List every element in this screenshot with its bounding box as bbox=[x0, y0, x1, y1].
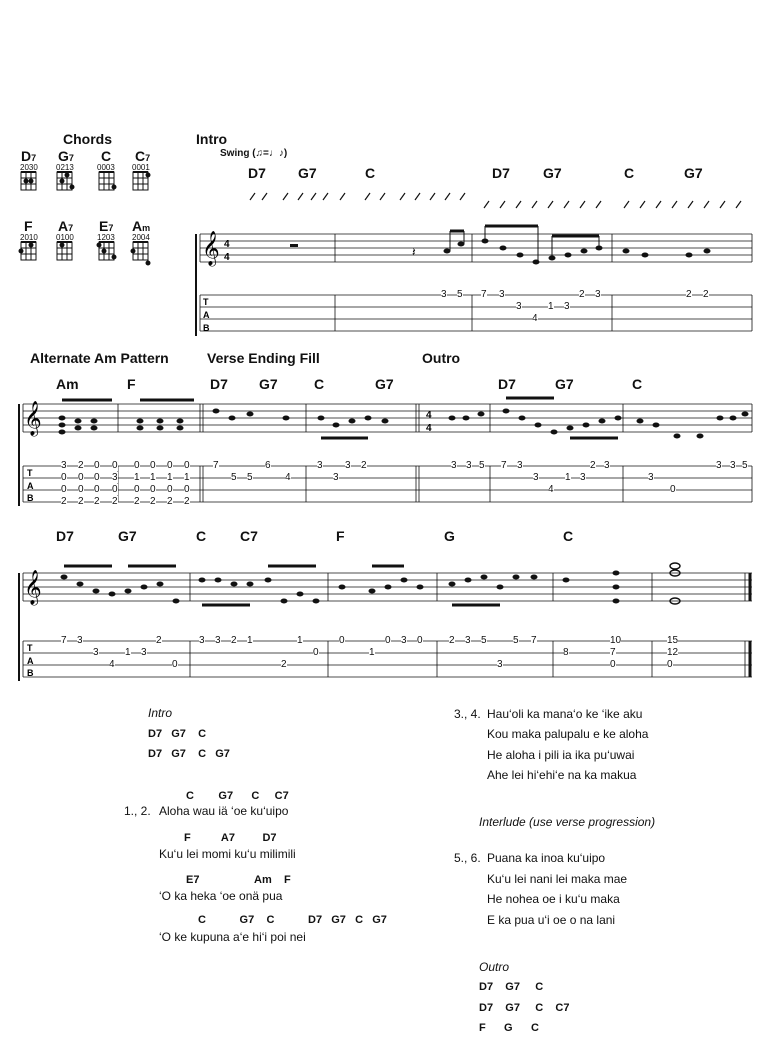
tab-number: 3 bbox=[215, 635, 221, 646]
tab-clef-b-3: B bbox=[27, 668, 34, 678]
chord-symbol: C bbox=[632, 376, 643, 392]
chord-symbol: G7 bbox=[298, 165, 317, 181]
lyric-line: Aloha wau iä ‘oe ku‘uipo bbox=[159, 804, 289, 818]
tab-number: 2 bbox=[112, 496, 118, 507]
tab-number: 2 bbox=[167, 496, 173, 507]
tab-number: 3 bbox=[465, 635, 471, 646]
lyric-line: E ka pua u‘i oe o na lani bbox=[487, 913, 616, 927]
tab-number: 3 bbox=[466, 460, 472, 471]
chord-symbol: D7 bbox=[56, 528, 74, 544]
tab-number: 3 bbox=[516, 301, 522, 312]
tab-number: 3 bbox=[533, 472, 539, 483]
tab-number: 1 bbox=[297, 635, 303, 646]
tab-number: 0 bbox=[167, 460, 173, 471]
lyric-line: Hau‘oli ka mana‘o ke ‘ike aku bbox=[487, 707, 643, 721]
tab-number: 2 bbox=[134, 496, 140, 507]
tab-number: 5 bbox=[481, 635, 487, 646]
tab-number: 2 bbox=[78, 460, 84, 471]
lyric-line: He aloha i pili ia ika pu‘uwai bbox=[487, 748, 635, 762]
tab-number: 3 bbox=[77, 635, 83, 646]
tab-number: 4 bbox=[548, 484, 554, 495]
system2-noteheads bbox=[59, 409, 749, 439]
chord-box-name: C7 bbox=[135, 148, 151, 164]
tab-number: 3 bbox=[451, 460, 457, 471]
chord-symbol: D7 bbox=[248, 165, 266, 181]
intro-heading: Intro bbox=[196, 131, 228, 147]
chord-symbol: D7 bbox=[210, 376, 228, 392]
chord-symbol: G7 bbox=[118, 528, 137, 544]
verse-number: 1., 2. bbox=[124, 804, 151, 818]
tab-number: 2 bbox=[61, 496, 67, 507]
time-sig-bottom: 4 bbox=[224, 252, 230, 263]
treble-clef-icon-2: 𝄞 bbox=[24, 402, 42, 435]
tab-number: 1 bbox=[167, 472, 173, 483]
tab-number: 5 bbox=[231, 472, 237, 483]
chord-box-name: Am bbox=[132, 218, 151, 234]
outro-heading: Outro bbox=[422, 350, 461, 366]
chord-symbol: G7 bbox=[684, 165, 703, 181]
intro-progression-line: D7 G7 C G7 bbox=[148, 748, 230, 760]
tab-number: 0 bbox=[610, 659, 616, 670]
outro-progression-line: D7 G7 C C7 bbox=[479, 1002, 570, 1014]
tab-number: 4 bbox=[285, 472, 291, 483]
tab-number: 0 bbox=[167, 484, 173, 495]
tab-number: 3 bbox=[112, 472, 118, 483]
tab-clef-b-2: B bbox=[27, 493, 34, 503]
chord-box-name: A7 bbox=[58, 218, 74, 234]
tab-number: 0 bbox=[112, 460, 118, 471]
tab-number: 3 bbox=[716, 460, 722, 471]
lyric-line: Kou maka palupalu e ke aloha bbox=[487, 727, 649, 741]
chord-fingering: 1203 bbox=[97, 233, 115, 242]
intro-staff bbox=[200, 234, 752, 262]
intro-tab bbox=[196, 234, 752, 336]
tab-clef-t-3: T bbox=[27, 643, 33, 653]
tab-number: 3 bbox=[61, 460, 67, 471]
tab-number: 6 bbox=[265, 460, 271, 471]
tab-number: 5 bbox=[247, 472, 253, 483]
tab-clef-a-2: A bbox=[27, 481, 34, 491]
tab-number: 1 bbox=[150, 472, 156, 483]
lyric-line: Ahe lei hi‘ehi‘e na ka makua bbox=[487, 768, 637, 782]
tab-number: 5 bbox=[479, 460, 485, 471]
tab-number: 3 bbox=[564, 301, 570, 312]
tab-number: 7 bbox=[610, 647, 616, 658]
tab-number: 12 bbox=[667, 647, 679, 658]
tab-number: 1 bbox=[184, 472, 190, 483]
system2-staff bbox=[23, 404, 752, 432]
tab-number: 0 bbox=[385, 635, 391, 646]
tab-clef-a-3: A bbox=[27, 656, 34, 666]
tab-number: 7 bbox=[61, 635, 67, 646]
chord-symbol: C bbox=[563, 528, 574, 544]
system3-whole-notes bbox=[670, 563, 680, 604]
tab-clef-a: A bbox=[203, 310, 210, 320]
tab-number: 2 bbox=[78, 496, 84, 507]
time-sig-top-2: 4 bbox=[426, 410, 432, 421]
chord-symbol: C bbox=[196, 528, 207, 544]
tab-number: 5 bbox=[513, 635, 519, 646]
chord-fingering: 0003 bbox=[97, 163, 115, 172]
verse-chord-line: C G7 C C7 bbox=[186, 790, 289, 802]
tab-number: 3 bbox=[141, 647, 147, 658]
chord-symbol: G bbox=[444, 528, 455, 544]
chord-fingering: 2030 bbox=[20, 163, 38, 172]
tab-number: 2 bbox=[703, 289, 709, 300]
chord-symbol: D7 bbox=[492, 165, 510, 181]
tab-number: 3 bbox=[199, 635, 205, 646]
tab-number: 0 bbox=[134, 484, 140, 495]
tab-number: 0 bbox=[417, 635, 423, 646]
lyric-line: Puana ka inoa ku‘uipo bbox=[487, 851, 606, 865]
tab-number: 2 bbox=[590, 460, 596, 471]
chord-box-name: F bbox=[24, 218, 33, 234]
chord-fingering: 2010 bbox=[20, 233, 38, 242]
tab-number: 1 bbox=[134, 472, 140, 483]
tab-number: 2 bbox=[150, 496, 156, 507]
verse-chord-line: F A7 D7 bbox=[184, 832, 277, 844]
tab-number: 3 bbox=[580, 472, 586, 483]
whole-rest bbox=[290, 244, 298, 247]
chord-symbol: C bbox=[314, 376, 325, 392]
quarter-rest: 𝄽 bbox=[412, 245, 416, 259]
chord-symbol: G7 bbox=[555, 376, 574, 392]
tab-number: 3 bbox=[648, 472, 654, 483]
tab-clef-t: T bbox=[203, 297, 209, 307]
chord-box-name: G7 bbox=[58, 148, 74, 164]
chord-symbol: G7 bbox=[375, 376, 394, 392]
tab-number: 0 bbox=[94, 472, 100, 483]
chord-symbol: D7 bbox=[498, 376, 516, 392]
chord-symbol: Am bbox=[56, 376, 79, 392]
verse-fill-heading: Verse Ending Fill bbox=[207, 350, 320, 366]
intro-label: Intro bbox=[148, 706, 173, 720]
chord-fingering: 0001 bbox=[132, 163, 150, 172]
tab-number: 0 bbox=[667, 659, 673, 670]
tab-number: 1 bbox=[565, 472, 571, 483]
tab-number: 0 bbox=[172, 659, 178, 670]
tab-number: 3 bbox=[93, 647, 99, 658]
tab-number: 2 bbox=[449, 635, 455, 646]
tab-number: 4 bbox=[109, 659, 115, 670]
tab-number: 3 bbox=[499, 289, 505, 300]
tab-number: 3 bbox=[333, 472, 339, 483]
tab-clef-b: B bbox=[203, 323, 210, 333]
tab-number: 2 bbox=[686, 289, 692, 300]
tab-number: 8 bbox=[563, 647, 569, 658]
tab-number: 10 bbox=[610, 635, 622, 646]
tab-clef-t-2: T bbox=[27, 468, 33, 478]
swing-marking: Swing (♫=♩♪) bbox=[220, 148, 288, 159]
tab-number: 0 bbox=[78, 472, 84, 483]
tab-number: 1 bbox=[125, 647, 131, 658]
verse-number: 3., 4. bbox=[454, 707, 481, 721]
chord-box-name: C bbox=[101, 148, 112, 164]
tab-number: 7 bbox=[213, 460, 219, 471]
rhythm-slashes bbox=[250, 193, 741, 208]
tab-number: 0 bbox=[94, 460, 100, 471]
tab-number: 3 bbox=[730, 460, 736, 471]
chord-fingering: 0100 bbox=[56, 233, 74, 242]
chord-diagram-grids bbox=[19, 172, 150, 265]
treble-clef-icon: 𝄞 bbox=[202, 232, 220, 265]
chord-symbol: F bbox=[127, 376, 136, 392]
tab-number: 2 bbox=[156, 635, 162, 646]
chord-fingering: 0213 bbox=[56, 163, 74, 172]
tab-number: 3 bbox=[317, 460, 323, 471]
time-sig-top: 4 bbox=[224, 239, 230, 250]
tab-number: 3 bbox=[401, 635, 407, 646]
tab-number: 15 bbox=[667, 635, 679, 646]
chord-symbol: C7 bbox=[240, 528, 258, 544]
lyric-line: ‘O ka heka ‘oe onä pua bbox=[159, 889, 283, 903]
interlude-label: Interlude (use verse progression) bbox=[479, 815, 656, 829]
tab-number: 1 bbox=[548, 301, 554, 312]
verse-number: 5., 6. bbox=[454, 851, 481, 865]
intro-progression-line: D7 G7 C bbox=[148, 728, 207, 740]
chord-symbol: G7 bbox=[259, 376, 278, 392]
tab-number: 0 bbox=[61, 472, 67, 483]
tab-number: 7 bbox=[481, 289, 487, 300]
tab-number: 0 bbox=[184, 460, 190, 471]
tab-number: 3 bbox=[517, 460, 523, 471]
tab-number: 0 bbox=[670, 484, 676, 495]
lyric-line: ‘O ke kupuna a‘e hi‘i poi nei bbox=[159, 930, 306, 944]
tab-number: 4 bbox=[532, 313, 538, 324]
tab-number: 7 bbox=[531, 635, 537, 646]
chord-box-name: D7 bbox=[21, 148, 37, 164]
tab-number: 2 bbox=[361, 460, 367, 471]
tab-number: 2 bbox=[231, 635, 237, 646]
tab-number: 5 bbox=[457, 289, 463, 300]
verse-chord-line: C G7 C D7 G7 C G7 bbox=[198, 914, 387, 926]
tab-number: 0 bbox=[339, 635, 345, 646]
tab-number: 1 bbox=[369, 647, 375, 658]
lyric-line: He nohea oe i ku‘u maka bbox=[487, 892, 620, 906]
alternate-am-heading: Alternate Am Pattern bbox=[30, 350, 169, 366]
outro-progression-line: D7 G7 C bbox=[479, 981, 544, 993]
tab-number: 0 bbox=[313, 647, 319, 658]
tab-number: 3 bbox=[441, 289, 447, 300]
tab-number: 1 bbox=[247, 635, 253, 646]
time-sig-bottom-2: 4 bbox=[426, 423, 432, 434]
chord-fingering: 2004 bbox=[132, 233, 150, 242]
chord-symbol: C bbox=[624, 165, 635, 181]
tab-number: 7 bbox=[501, 460, 507, 471]
outro-progression-line: F G C bbox=[479, 1022, 539, 1034]
intro-noteheads bbox=[444, 239, 711, 265]
tab-number: 3 bbox=[595, 289, 601, 300]
chords-heading: Chords bbox=[63, 131, 112, 147]
tab-number: 0 bbox=[94, 484, 100, 495]
tab-number: 0 bbox=[112, 484, 118, 495]
chord-symbol: G7 bbox=[543, 165, 562, 181]
tab-number: 0 bbox=[134, 460, 140, 471]
tab-number: 2 bbox=[579, 289, 585, 300]
chord-symbol: C bbox=[365, 165, 376, 181]
tab-number: 3 bbox=[497, 659, 503, 670]
outro-label: Outro bbox=[479, 960, 510, 974]
chord-symbol: F bbox=[336, 528, 345, 544]
tab-number: 0 bbox=[150, 484, 156, 495]
verse-chord-line: E7 Am F bbox=[186, 874, 291, 886]
chord-box-name: E7 bbox=[99, 218, 114, 234]
tab-number: 2 bbox=[94, 496, 100, 507]
tab-number: 0 bbox=[150, 460, 156, 471]
lyric-line: Ku‘u lei momi ku‘u milimili bbox=[159, 847, 296, 861]
tab-number: 2 bbox=[184, 496, 190, 507]
tab-number: 0 bbox=[61, 484, 67, 495]
tab-number: 3 bbox=[345, 460, 351, 471]
tab-number: 0 bbox=[78, 484, 84, 495]
tab-number: 2 bbox=[281, 659, 287, 670]
tab-number: 3 bbox=[604, 460, 610, 471]
tab-number: 0 bbox=[184, 484, 190, 495]
treble-clef-icon-3: 𝄞 bbox=[24, 571, 42, 604]
tab-number: 5 bbox=[742, 460, 748, 471]
lyric-line: Ku‘u lei nani lei maka mae bbox=[487, 872, 628, 886]
